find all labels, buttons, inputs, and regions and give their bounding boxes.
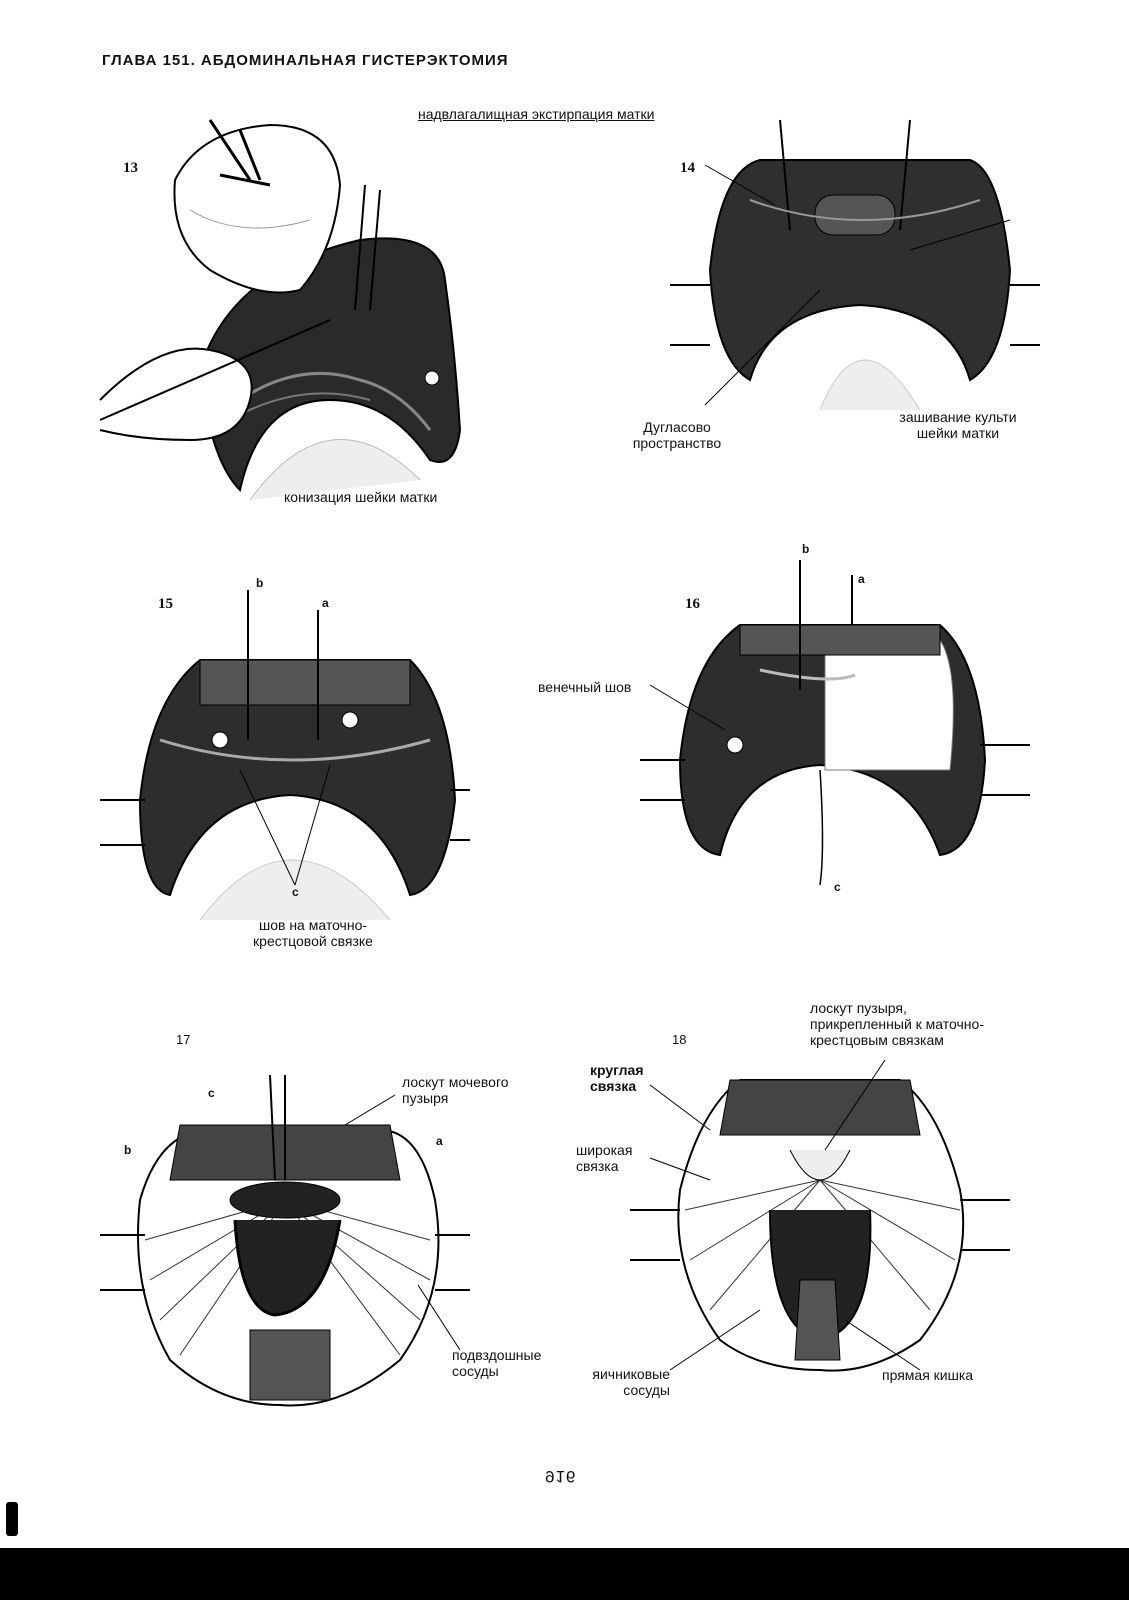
flap-17-line-1: лоскут мочевого (402, 1074, 509, 1090)
page-header: ГЛАВА 151. АБДОМИНАЛЬНАЯ ГИСТЕРЭКТОМИЯ (102, 52, 509, 69)
caption-15-line-2: крестцовой связке (253, 933, 373, 949)
figure-17-letter-c: c (208, 1086, 215, 1100)
iliac-line-1: подвздошные (452, 1347, 542, 1363)
figure-13-number: 13 (123, 160, 138, 176)
scan-mark (6, 1502, 18, 1536)
figure-15-letter-b: b (256, 576, 264, 590)
section-subheading: надвлагалищная экстирпация матки (418, 106, 655, 122)
figure-17-letter-b: b (124, 1143, 132, 1157)
figure-18-label-ovarian (560, 1366, 670, 1398)
figure-18-label-rectum: прямая кишка (882, 1367, 974, 1383)
figure-16-letter-c: c (834, 880, 841, 894)
figure-16-letter-b: b (802, 542, 810, 556)
figure-13-caption: конизация шейки матки (284, 489, 438, 505)
ovarian-line-1: яичниковые (592, 1366, 670, 1382)
figure-14-number: 14 (680, 160, 695, 176)
stump-line-1: зашивание культи (899, 409, 1017, 425)
figure-17-letter-a: a (436, 1134, 443, 1148)
figure-17-illustration (100, 1070, 470, 1410)
figure-15-illustration (100, 590, 470, 920)
figure-15-letter-c: c (292, 885, 299, 899)
flap-18-line-3: крестцовым связкам (810, 1032, 944, 1048)
douglas-line-2: пространство (632, 435, 722, 451)
iliac-line-2: сосуды (452, 1363, 499, 1379)
figure-16-illustration (640, 560, 1030, 880)
figure-15-caption (223, 917, 403, 949)
stump-line-2: шейки матки (916, 425, 1000, 441)
figure-15-letter-a: a (322, 596, 329, 610)
figure-14-label-douglas (612, 419, 742, 451)
ovarian-line-2: сосуды (623, 1382, 670, 1398)
figure-18-label-broad (576, 1142, 632, 1174)
figure-15-number: 15 (158, 596, 173, 612)
scan-bottom-border (0, 1548, 1129, 1600)
figure-14-illustration (680, 110, 1040, 410)
figure-18-illustration (630, 1040, 1010, 1380)
flap-18-line-2: прикрепленный к маточно- (810, 1016, 984, 1032)
round-line-2: связка (590, 1078, 637, 1094)
douglas-line-1: Дугласово (643, 419, 711, 435)
round-line-1: круглая (590, 1062, 644, 1078)
broad-line-2: связка (576, 1158, 619, 1174)
broad-line-1: широкая (576, 1142, 633, 1158)
figure-16-number: 16 (685, 596, 700, 612)
figure-18-number: 18 (672, 1032, 687, 1047)
figure-13-illustration (100, 100, 500, 500)
figure-17-label-iliac (452, 1347, 541, 1379)
caption-15-line-1: шов на маточно- (258, 917, 368, 933)
figure-14-label-stump (878, 409, 1038, 441)
figure-16-letter-a: a (858, 572, 865, 586)
figure-16-label-suture: венечный шов (538, 679, 632, 695)
page-number: 916 (545, 1467, 577, 1486)
flap-17-line-2: пузыря (402, 1090, 449, 1106)
figure-17-number: 17 (176, 1032, 191, 1047)
flap-18-line-1: лоскут пузыря, (810, 1000, 907, 1016)
